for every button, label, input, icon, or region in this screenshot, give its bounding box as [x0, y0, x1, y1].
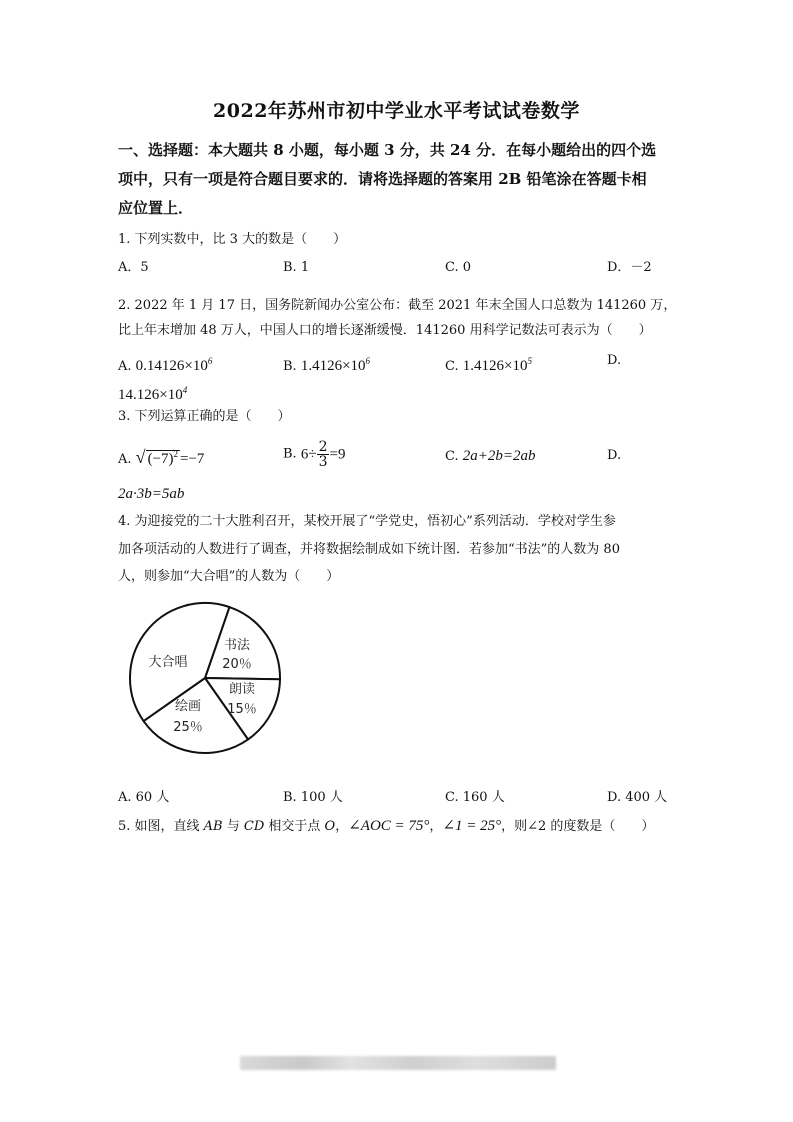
q3-stem: 3. 下列运算正确的是（ ）	[118, 409, 291, 424]
q3-option-c	[445, 446, 536, 467]
pie-value-shufa: 20％	[222, 657, 252, 672]
pie-label-dahechang: 大合唱	[148, 655, 188, 670]
q4-option-b: B. 100 人	[283, 790, 343, 805]
angle-1: ∠1 = 25°	[442, 818, 502, 834]
q2-option-d	[118, 380, 187, 405]
option-exponent: 4	[182, 385, 188, 395]
q5-text-4: ，	[335, 819, 349, 834]
q2-option-c	[445, 351, 532, 377]
option-expr: 14.126×10	[118, 387, 183, 403]
option-label: B.	[283, 446, 297, 462]
page-title: 2022年苏州市初中学业水平考试试卷数学	[213, 100, 580, 122]
option-exponent: 6	[207, 356, 213, 366]
q3-option-d: 2a·3b=5ab	[118, 486, 185, 502]
q1-stem: 1. 下列实数中，比 3 大的数是（ ）	[118, 232, 347, 247]
option-expr: 2a+2b=2ab	[462, 448, 536, 464]
option-label: C.	[445, 449, 459, 464]
pie-value-huihua: 25％	[173, 720, 203, 735]
q5-text-6: ，则∠2 的度数是（ ）	[501, 819, 655, 834]
q2-stem-line2: 比上年末增加 48 万人，中国人口的增长逐渐缓慢．141260 用科学记数法可表示为（ ）	[118, 323, 652, 338]
q1-option-b: B. 1	[283, 260, 310, 275]
q4-stem-line3: 人，则参加“大合唱”的人数为（ ）	[118, 569, 340, 584]
pie-slices	[130, 603, 280, 753]
section-heading-line1: 一、选择题：本大题共 8 小题，每小题 3 分，共 24 分．在每小题给出的四个选	[118, 141, 657, 159]
pie-label-langdu: 朗读	[228, 682, 256, 697]
q4-option-c: C. 160 人	[445, 790, 505, 805]
q1-option-d: D．－2	[607, 260, 652, 275]
q5-text-1: 5. 如图，直线	[118, 819, 204, 834]
pie-label-shufa: 书法	[223, 638, 251, 653]
option-exponent: 5	[527, 356, 532, 366]
q4-option-d: D. 400 人	[607, 790, 668, 805]
section-heading-line2: 项中，只有一项是符合题目要求的．请将选择题的答案用 2B 铅笔涂在答题卡相	[118, 170, 647, 188]
q5-text-2: 与	[222, 819, 244, 834]
q2-option-a	[118, 351, 212, 377]
option-label: A.	[118, 452, 132, 467]
angle-aoc: ∠AOC = 75°	[348, 818, 430, 834]
option-expr: 1.4126×10	[462, 358, 528, 374]
option-expr-left: 6÷	[300, 446, 317, 463]
section-heading-line3: 应位置上．	[118, 199, 194, 217]
q3-option-a	[118, 444, 204, 472]
fraction	[317, 440, 330, 469]
point-o: O	[324, 819, 336, 834]
sqrt-icon: √	[135, 447, 146, 467]
option-exponent: 2	[173, 449, 179, 459]
option-label: A.	[118, 359, 132, 374]
q4-stem-line2: 加各项活动的人数进行了调查，并将数据绘制成如下统计图．若参加“书法”的人数为 80	[118, 542, 620, 557]
option-rhs: =−7	[180, 451, 205, 467]
option-expr: (−7)	[147, 451, 174, 467]
q1-option-a: A．5	[118, 260, 149, 275]
fraction-numerator: 2	[318, 439, 328, 455]
q2-stem-line1: 2. 2022 年 1 月 17 日，国务院新闻办公室公布：截至 2021 年末全国人口总数为 141260 万，	[118, 298, 677, 313]
q1-option-c: C. 0	[445, 260, 472, 275]
option-rhs: =9	[329, 446, 346, 463]
line-ab: AB	[203, 819, 223, 834]
option-label: C.	[445, 359, 459, 374]
q2-option-d-label: D.	[607, 353, 622, 368]
pie-value-langdu: 15％	[227, 702, 257, 717]
q3-option-b	[283, 440, 345, 469]
q3-option-d-label: D.	[607, 448, 622, 463]
footer-watermark	[240, 1056, 556, 1070]
line-cd: CD	[243, 819, 265, 834]
q4-option-a: A. 60 人	[118, 790, 170, 805]
option-label: B.	[283, 359, 297, 374]
option-exponent: 6	[365, 356, 371, 366]
q5-stem	[118, 815, 678, 838]
pie-chart	[120, 600, 290, 760]
option-expr: 1.4126×10	[300, 358, 366, 374]
fraction-denominator: 3	[318, 454, 328, 470]
q5-text-3: 相交于点	[264, 819, 325, 834]
option-expr: 0.14126×10	[135, 358, 208, 374]
pie-label-huihua: 绘画	[174, 699, 202, 714]
q4-stem-line1: 4. 为迎接党的二十大胜利召开，某校开展了“学党史，悟初心”系列活动．学校对学生参	[118, 514, 616, 529]
q5-text-5: ，	[429, 819, 443, 834]
q2-option-b	[283, 351, 370, 377]
